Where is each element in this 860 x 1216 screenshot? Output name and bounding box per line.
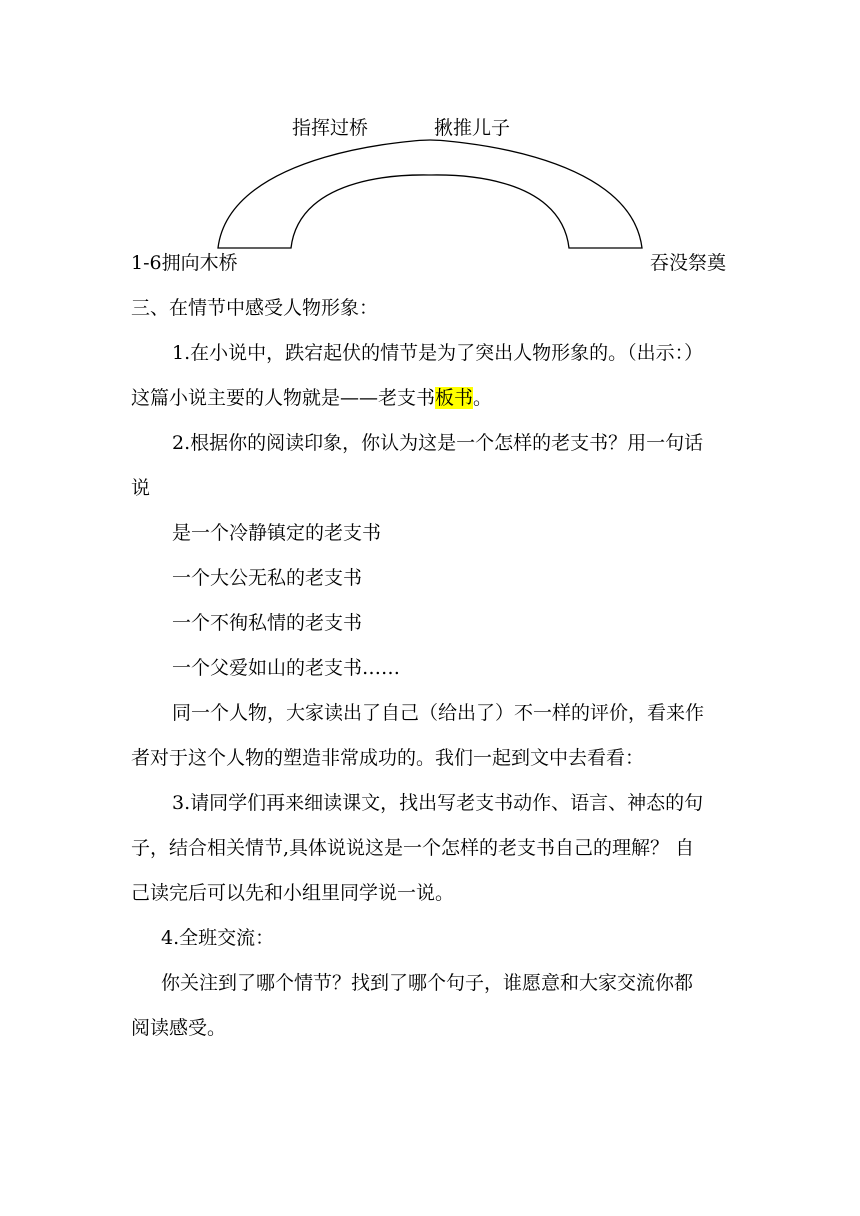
para3-line2: 者对于这个人物的塑造非常成功的。我们一起到文中去看看： xyxy=(131,747,645,769)
para6-line1: 你关注到了哪个情节？找到了哪个句子，谁愿意和大家交流你都 xyxy=(161,972,694,994)
para1-line2 xyxy=(131,386,492,410)
para5-line1: 4.全班交流： xyxy=(161,927,275,949)
para2-line2: 说 xyxy=(131,477,151,499)
para4-line1: 3.请同学们再来细读课文，找出写老支书动作、语言、神态的句 xyxy=(172,792,704,814)
label-swallowed: 吞没祭奠 xyxy=(650,252,727,274)
label-push-son: 揪推儿子 xyxy=(434,117,511,139)
answer-item: 一个大公无私的老支书 xyxy=(172,567,363,589)
para2-line1: 2.根据你的阅读印象，你认为这是一个怎样的老支书？用一句话 xyxy=(172,432,704,454)
para1-line1: 1.在小说中，跌宕起伏的情节是为了突出人物形象的。（出示：） xyxy=(172,342,704,364)
answer-item: 是一个冷静镇定的老支书 xyxy=(172,522,382,544)
label-conduct-crossing: 指挥过桥 xyxy=(292,117,369,139)
para4-line2: 子，结合相关情节,具体说说这是一个怎样的老支书自己的理解？ 自 xyxy=(131,837,695,859)
para4-line3: 己读完后可以先和小组里同学说一说。 xyxy=(131,882,455,904)
para3-line1: 同一个人物，大家读出了自己（给出了）不一样的评价，看来作 xyxy=(172,702,705,724)
answer-item: 一个父爱如山的老支书…… xyxy=(172,657,401,679)
arch-shape xyxy=(218,140,642,248)
answer-item: 一个不徇私情的老支书 xyxy=(172,612,363,634)
para6-line2: 阅读感受。 xyxy=(131,1017,227,1039)
highlight-board-note: 板书 xyxy=(435,387,474,409)
para1-line2-before: 这篇小说主要的人物就是——老支书 xyxy=(131,387,436,409)
section-heading: 三、在情节中感受人物形象： xyxy=(131,297,379,319)
para1-line2-after: 。 xyxy=(473,387,493,409)
bridge-arch-diagram xyxy=(0,0,860,300)
label-rush-bridge: 1-6拥向木桥 xyxy=(131,252,238,274)
